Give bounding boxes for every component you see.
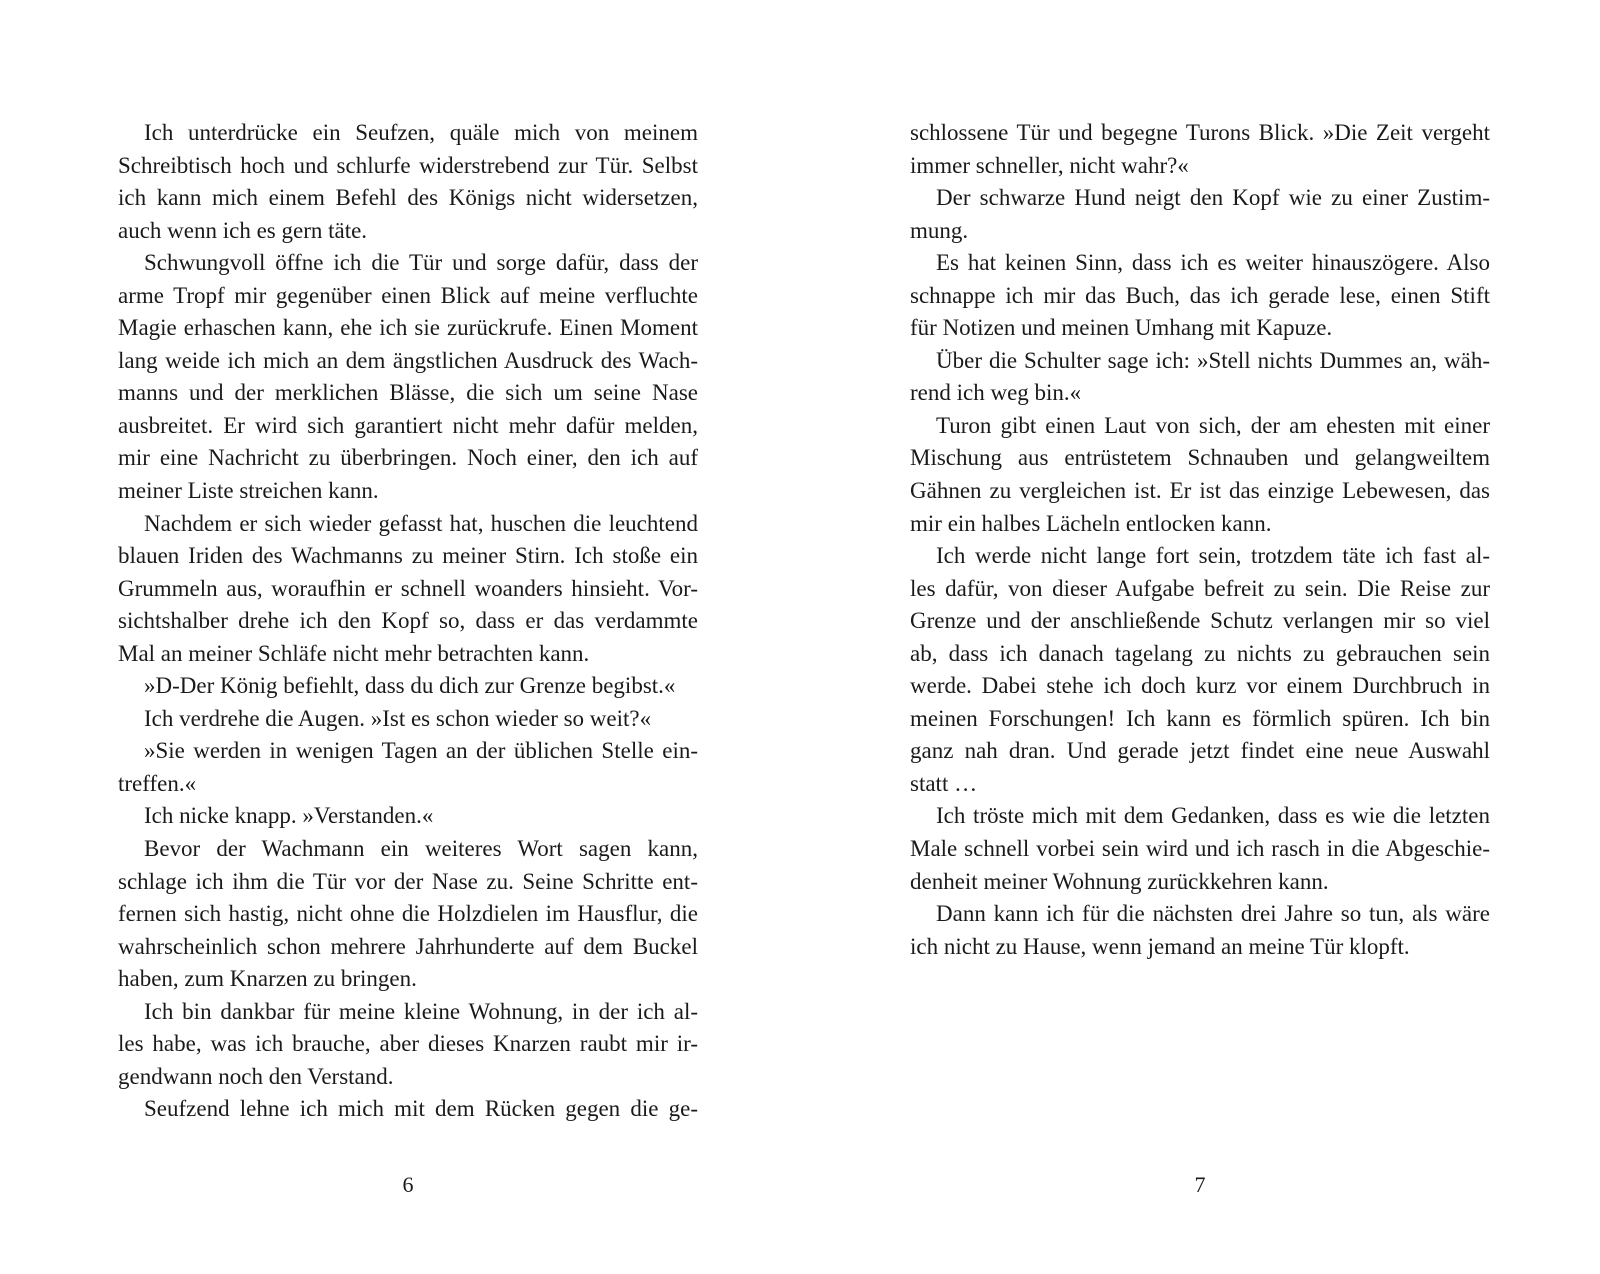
left-page xyxy=(118,117,698,1126)
text-line: »D-Der König befiehlt, dass du dich zur Grenze begibst.« xyxy=(144,673,676,699)
text-line: Ich tröste mich mit dem Gedanken, dass es wie die letzten xyxy=(936,803,1490,829)
text-line: ausbreitet. Er wird sich garantiert nicht mehr dafür melden, xyxy=(118,412,698,438)
text-line: immer schneller, nicht wahr?« xyxy=(910,152,1189,178)
text-line: lang weide ich mich an dem ängstlichen Ausdruck des Wach- xyxy=(118,347,698,373)
text-line: Schwungvoll öffne ich die Tür und sorge dafür, dass der xyxy=(144,250,698,276)
right-page-number: 7 xyxy=(1194,1172,1206,1197)
text-line: mir ein halbes Lächeln entlocken kann. xyxy=(910,510,1272,536)
text-line: mir eine Nachricht zu überbringen. Noch einer, den ich auf xyxy=(118,445,698,471)
text-line: ich kann mich einem Befehl des Königs nicht widersetzen, xyxy=(118,185,698,211)
text-line: Grenze und der anschließende Schutz verlangen mir so viel xyxy=(910,608,1490,634)
text-line: Es hat keinen Sinn, dass ich es weiter hinauszögere. Also xyxy=(936,250,1490,276)
text-line: für Notizen und meinen Umhang mit Kapuze. xyxy=(910,315,1333,341)
text-line: schnappe ich mir das Buch, das ich gerade lese, einen Stift xyxy=(910,282,1490,308)
text-line: denheit meiner Wohnung zurückkehren kann. xyxy=(910,868,1329,894)
text-line: Nachdem er sich wieder gefasst hat, huschen die leuchtend xyxy=(144,510,698,536)
text-line: Male schnell vorbei sein wird und ich rasch in die Abgeschie- xyxy=(910,836,1490,862)
text-line: les dafür, von dieser Aufgabe befreit zu sein. Die Reise zur xyxy=(910,575,1490,601)
text-line: sichtshalber drehe ich den Kopf so, dass er das verdammte xyxy=(118,608,698,634)
text-line: les habe, was ich brauche, aber dieses Knarzen raubt mir ir- xyxy=(118,1031,698,1057)
text-line: meiner Liste streichen kann. xyxy=(118,478,379,504)
text-line: treffen.« xyxy=(118,770,197,796)
text-line: Dann kann ich für die nächsten drei Jahre so tun, als wäre xyxy=(936,901,1490,927)
text-line: Der schwarze Hund neigt den Kopf wie zu einer Zustim- xyxy=(936,185,1490,211)
text-line: schlage ich ihm die Tür vor der Nase zu. Seine Schritte ent- xyxy=(118,868,698,894)
right-page-text xyxy=(910,117,1490,963)
text-line: manns und der merklichen Blässe, die sich um seine Nase xyxy=(118,380,698,406)
left-page-number: 6 xyxy=(402,1172,414,1197)
text-line: »Sie werden in wenigen Tagen an der üblichen Stelle ein- xyxy=(144,738,698,764)
text-line: gendwann noch den Verstand. xyxy=(118,1063,394,1089)
text-line: schlossene Tür und begegne Turons Blick. »Die Zeit vergeht xyxy=(910,120,1490,145)
text-line: meinen Forschungen! Ich kann es förmlich spüren. Ich bin xyxy=(910,705,1490,731)
text-line: rend ich weg bin.« xyxy=(910,380,1082,406)
text-line: Grummeln aus, woraufhin er schnell woanders hinsieht. Vor- xyxy=(118,575,698,601)
text-line: Gähnen zu vergleichen ist. Er ist das einzige Lebewesen, das xyxy=(910,478,1490,504)
text-line: fernen sich hastig, nicht ohne die Holzdielen im Hausflur, die xyxy=(118,901,698,927)
text-line: Magie erhaschen kann, ehe ich sie zurückrufe. Einen Moment xyxy=(118,315,698,341)
text-line: Seufzend lehne ich mich mit dem Rücken gegen die ge- xyxy=(144,1096,698,1122)
text-line: Schreibtisch hoch und schlurfe widerstrebend zur Tür. Selbst xyxy=(118,152,698,178)
text-line: auch wenn ich es gern täte. xyxy=(118,217,368,243)
text-line: werde. Dabei stehe ich doch kurz vor einem Durchbruch in xyxy=(910,673,1490,699)
text-line: statt … xyxy=(910,770,978,796)
text-line: haben, zum Knarzen zu bringen. xyxy=(118,966,417,992)
text-line: ganz nah dran. Und gerade jetzt findet eine neue Auswahl xyxy=(910,738,1490,764)
text-line: Ich werde nicht lange fort sein, trotzdem täte ich fast al- xyxy=(936,543,1490,569)
text-line: Ich bin dankbar für meine kleine Wohnung, in der ich al- xyxy=(144,998,698,1024)
text-line: Ich verdrehe die Augen. »Ist es schon wieder so weit?« xyxy=(144,705,652,731)
text-line: ich nicht zu Hause, wenn jemand an meine Tür klopft. xyxy=(910,933,1410,959)
text-line: arme Tropf mir gegenüber einen Blick auf meine verfluchte xyxy=(118,282,698,308)
text-line: ab, dass ich danach tagelang zu nichts zu gebrauchen sein xyxy=(910,640,1490,666)
text-line: blauen Iriden des Wachmanns zu meiner Stirn. Ich stoße ein xyxy=(118,543,698,569)
left-page-text xyxy=(118,117,698,1126)
text-line: Bevor der Wachmann ein weiteres Wort sagen kann, xyxy=(144,836,698,862)
text-line: wahrscheinlich schon mehrere Jahrhunderte auf dem Buckel xyxy=(118,933,698,959)
text-line: Mal an meiner Schläfe nicht mehr betrachten kann. xyxy=(118,640,590,666)
right-page xyxy=(910,117,1490,963)
text-line: Ich nicke knapp. »Verstanden.« xyxy=(144,803,434,829)
text-line: Über die Schulter sage ich: »Stell nichts Dummes an, wäh- xyxy=(936,347,1490,373)
text-line: Ich unterdrücke ein Seufzen, quäle mich von meinem xyxy=(144,120,698,145)
text-line: Mischung aus entrüstetem Schnauben und gelangweiltem xyxy=(910,445,1490,471)
text-line: Turon gibt einen Laut von sich, der am ehesten mit einer xyxy=(936,412,1490,438)
text-line: mung. xyxy=(910,217,969,243)
